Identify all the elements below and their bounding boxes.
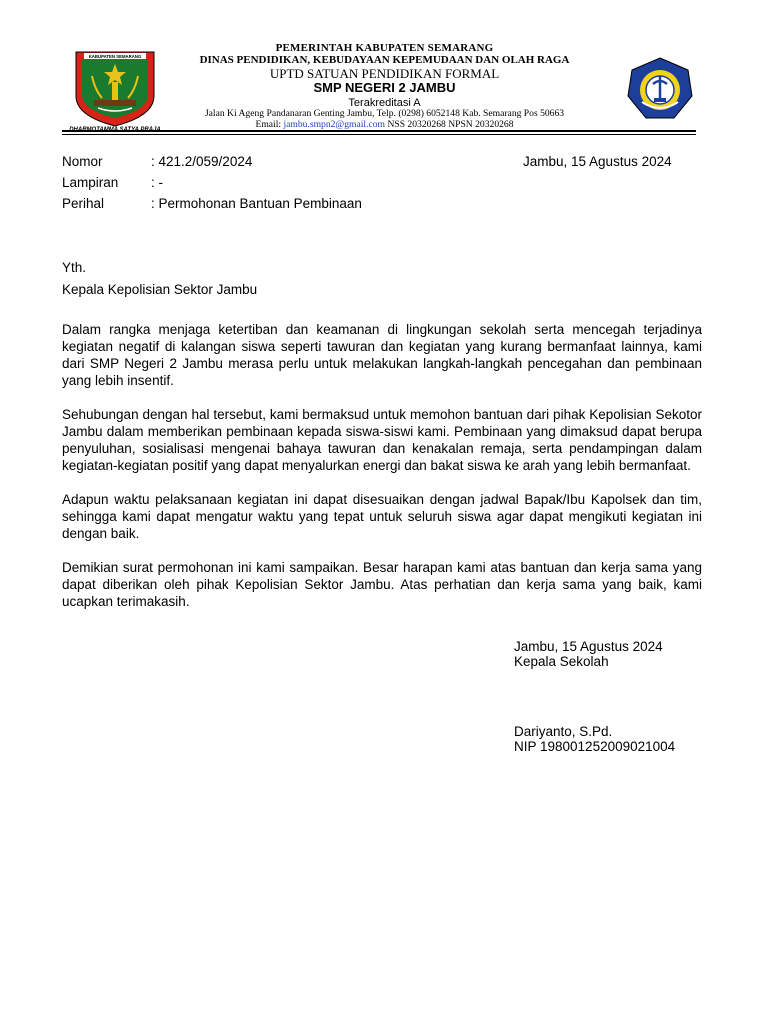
letterhead <box>62 38 696 128</box>
letterhead-text <box>162 42 607 131</box>
letter-body <box>62 321 702 610</box>
recipient-salutation: Yth. <box>62 260 87 275</box>
closing-position: Kepala Sekolah <box>514 654 609 669</box>
signer-name: Dariyanto, S.Pd. <box>514 724 613 739</box>
nomor-row <box>62 151 362 172</box>
perihal-row <box>62 193 362 214</box>
lampiran-label: Lampiran <box>62 175 119 190</box>
body-paragraph: Adapun waktu pelaksanaan kegiatan ini dapat disesuaikan dengan jadwal Bapak/Ibu Kapolsek dan tim, sehingga kami dapat mengatur waktu yang tepat untuk seluruh siswa agar dapat mengikuti kegiatan ini dengan baik. <box>62 492 702 541</box>
letterhead-rule-thick <box>62 130 696 132</box>
perihal-label: Perihal <box>62 196 105 211</box>
nomor-value: : 421.2/059/2024 <box>151 154 253 169</box>
email-link[interactable]: jambu.smpn2@gmail.com <box>283 118 386 130</box>
body-paragraph: Sehubungan dengan hal tersebut, kami bermaksud untuk memohon bantuan dari pihak Kepolisian Sekotor Jambu dalam memberikan pembinaan kepada siswa-siswi kami. Pembinaan yang dimaksud dapat berupa penyuluhan, sosialisasi mengenai bahaya tawuran dan kenakalan remaja, serta pendampingan dalam kegiatan-kegiatan positif yang dapat menyalurkan energi dan bakat siswa ke arah yang lebih bermanfaat. <box>62 407 702 473</box>
letter-meta <box>62 151 362 214</box>
body-paragraph: Dalam rangka menjaga ketertiban dan keamanan di lingkungan sekolah serta mencegah terjadinya kegiatan negatif di kalangan siswa seperti tawuran dan kegiatan yang kurang bermanfaat lainnya, kami dari SMP Negeri 2 Jambu merasa perlu untuk melakukan langkah-langkah pencegahan dan pembinaan yang lebih insentif. <box>62 322 702 388</box>
department-name: DINAS PENDIDIKAN, KEBUDAYAAN KEPEMUDAAN DAN OLAH RAGA <box>199 54 570 67</box>
government-name: PEMERINTAH KABUPATEN SEMARANG <box>275 42 494 54</box>
body-paragraph: Demikian surat permohonan ini kami sampaikan. Besar harapan kami atas bantuan dan kerja sama yang dapat diberikan oleh pihak Kepolisian Sektor Jambu. Atas perhatian dan kerja sama yang baik, kami ucapkan terimakasih. <box>62 560 702 609</box>
kabupaten-semarang-logo <box>62 46 168 132</box>
lampiran-value: : - <box>151 175 163 190</box>
letter-date: Jambu, 15 Agustus 2024 <box>523 154 672 169</box>
unit-name: UPTD SATUAN PENDIDIKAN FORMAL <box>269 65 500 81</box>
perihal-value: : Permohonan Bantuan Pembinaan <box>151 196 362 211</box>
closing-place-date: Jambu, 15 Agustus 2024 <box>514 639 663 654</box>
nss-npsn: NSS 20320268 NPSN 20320268 <box>387 118 514 130</box>
contact-line <box>162 120 607 131</box>
svg-text:KABUPATEN SEMARANG: KABUPATEN SEMARANG <box>88 54 142 59</box>
email-label: Email: <box>255 118 282 130</box>
nomor-label: Nomor <box>62 154 103 169</box>
signature-block <box>514 724 675 754</box>
school-address: Jalan Ki Ageng Pandanaran Genting Jambu, Telp. (0298) 6052148 Kab. Semarang Pos 50663 <box>204 108 565 120</box>
school-name: SMP NEGERI 2 JAMBU <box>313 80 456 96</box>
signer-nip: NIP 198001252009021004 <box>514 739 676 754</box>
school-logo <box>626 56 694 122</box>
accreditation: Terakreditasi A <box>348 96 421 109</box>
closing-block <box>514 639 663 669</box>
letterhead-rule-thin <box>62 134 696 135</box>
recipient <box>62 257 257 301</box>
recipient-name: Kepala Kepolisian Sektor Jambu <box>62 282 258 297</box>
lampiran-row <box>62 172 362 193</box>
